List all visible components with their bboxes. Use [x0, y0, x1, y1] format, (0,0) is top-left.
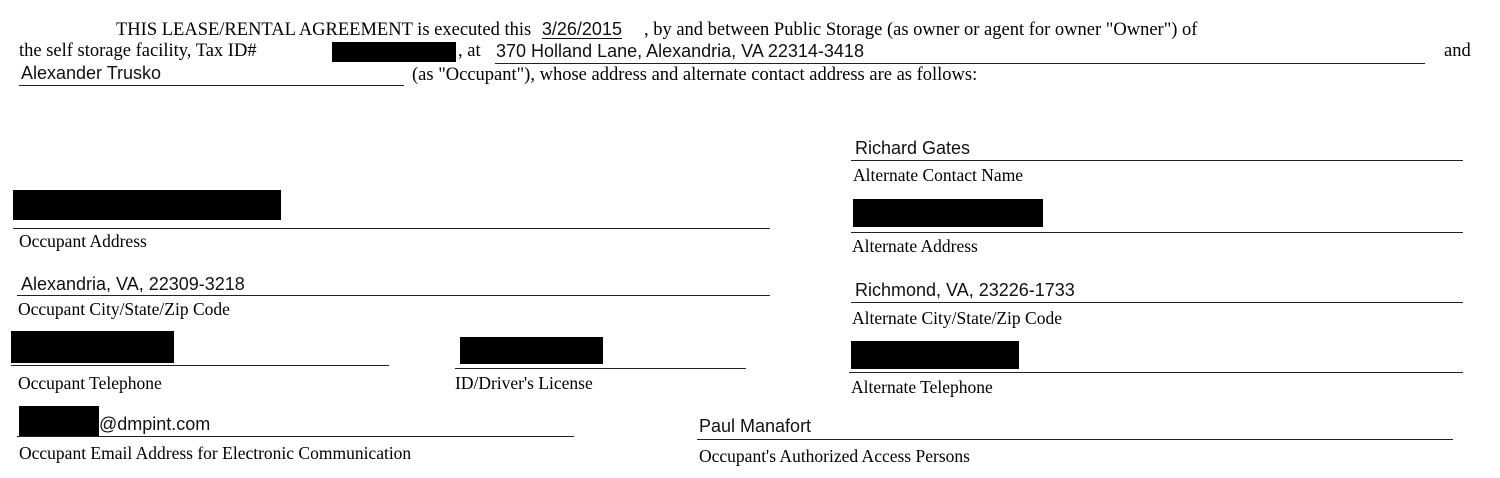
occupant-telephone-line — [11, 365, 389, 366]
authorized-access-persons: Paul Manafort — [699, 416, 812, 436]
redacted-alternate-telephone — [851, 341, 1019, 369]
and-text: and — [1444, 41, 1471, 61]
drivers-license-line — [455, 368, 746, 369]
occupant-name-line — [19, 85, 404, 86]
occupant-telephone-label: Occupant Telephone — [18, 373, 162, 393]
redacted-occupant-telephone — [11, 331, 174, 363]
occupant-email-domain: @dmpint.com — [99, 414, 211, 434]
occupant-city-label: Occupant City/State/Zip Code — [18, 299, 230, 319]
alternate-city-line — [851, 302, 1463, 303]
alternate-contact-name: Richard Gates — [855, 138, 971, 158]
intro-text: THIS LEASE/RENTAL AGREEMENT is executed this — [116, 20, 532, 40]
facility-address: 370 Holland Lane, Alexandria, VA 22314-3418 — [496, 41, 864, 61]
tax-id-prefix: the self storage facility, Tax ID# — [19, 41, 257, 61]
execution-date: 3/26/2015 — [541, 19, 622, 39]
alternate-city-label: Alternate City/State/Zip Code — [852, 308, 1062, 328]
drivers-license-label: ID/Driver's License — [455, 373, 593, 393]
redacted-occupant-address — [13, 190, 281, 220]
occupant-email-label: Occupant Email Address for Electronic Communication — [19, 443, 412, 463]
at-text: , at — [458, 41, 481, 61]
agreement-intro — [116, 18, 1197, 41]
redacted-tax-id — [332, 42, 456, 62]
alternate-address-label: Alternate Address — [852, 236, 978, 256]
alternate-contact-name-line — [851, 160, 1463, 161]
occupant-name: Alexander Trusko — [21, 63, 162, 83]
redacted-alternate-address — [853, 199, 1043, 227]
alternate-telephone-line — [849, 372, 1463, 373]
redacted-drivers-license — [460, 337, 603, 364]
intro-suffix: , by and between Public Storage (as owner or agent for owner "Owner") of — [643, 20, 1198, 40]
occupant-city-state-zip: Alexandria, VA, 22309-3218 — [21, 274, 245, 294]
alternate-contact-name-label: Alternate Contact Name — [853, 165, 1024, 185]
alternate-address-line — [851, 232, 1463, 233]
alternate-telephone-label: Alternate Telephone — [851, 377, 993, 397]
occupant-address-label: Occupant Address — [19, 231, 147, 251]
redacted-email-user — [19, 406, 99, 436]
occupant-address-line — [13, 228, 770, 229]
occupant-city-line — [17, 295, 770, 296]
alternate-city-state-zip: Richmond, VA, 23226-1733 — [855, 280, 1075, 300]
occupant-intro-suffix: (as "Occupant"), whose address and alternate contact address are as follows: — [412, 65, 978, 85]
authorized-access-label: Occupant's Authorized Access Persons — [699, 446, 970, 466]
occupant-email-line — [17, 436, 574, 437]
authorized-access-line — [697, 439, 1453, 440]
